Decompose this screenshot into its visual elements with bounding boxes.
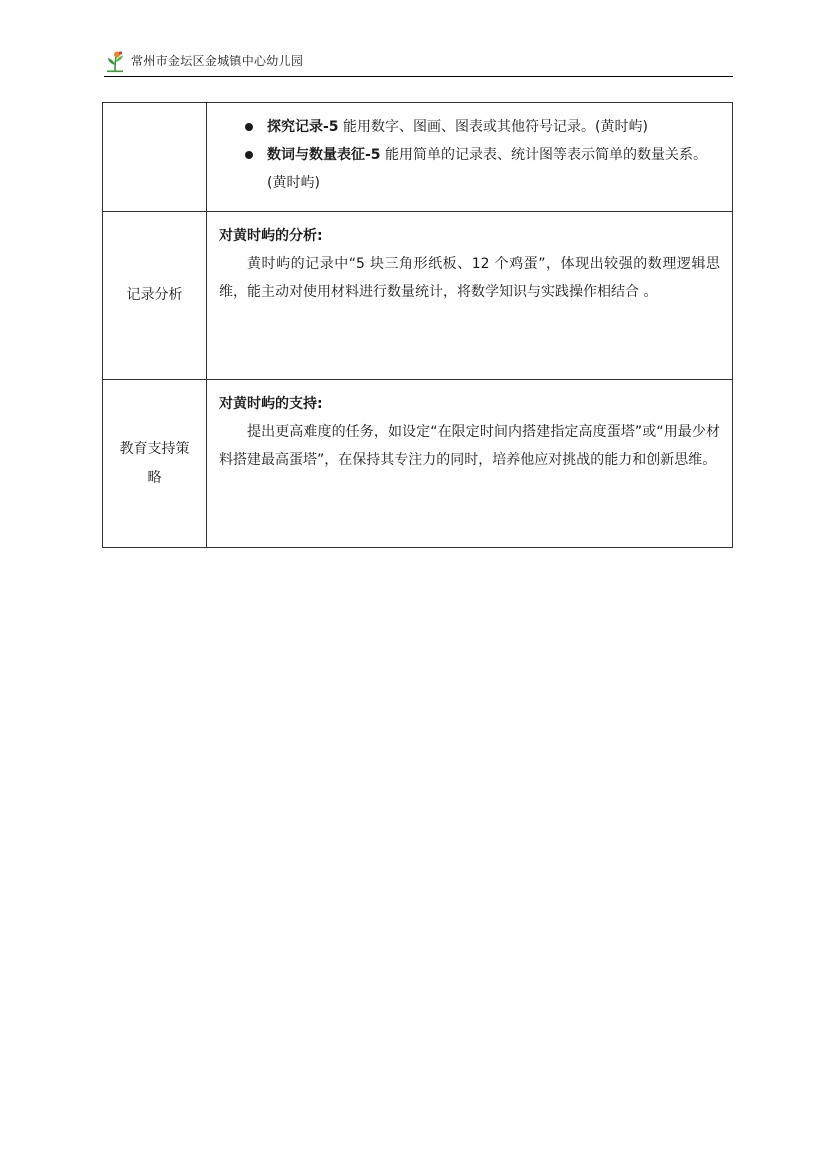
school-name: 常州市金坛区金城镇中心幼儿园: [131, 54, 304, 68]
header-divider: [104, 76, 733, 77]
list-item: [219, 113, 720, 141]
kindergarten-logo-icon: [104, 50, 126, 74]
standards-row: [103, 103, 733, 212]
standards-content-cell: [207, 103, 733, 212]
analysis-text: 黄时屿的记录中“5 块三角形纸板、12 个鸡蛋”，体现出较强的数理逻辑思维，能主动对使用材料进行数量统计，将数学知识与实践操作相结合 。: [219, 256, 720, 300]
strategy-row: [103, 380, 733, 548]
standards-label-cell: [103, 103, 207, 212]
standard-title: 数词与数量表征-5: [267, 147, 381, 163]
analysis-label-cell: 记录分析: [103, 212, 207, 380]
bullet-icon: [245, 151, 253, 159]
strategy-content-cell: [207, 380, 733, 548]
standard-text: 能用数字、图画、图表或其他符号记录。(黄时屿): [338, 119, 648, 135]
observation-record-table: [102, 102, 733, 548]
strategy-title: 对黄时屿的支持:: [219, 396, 323, 412]
strategy-label-cell: 教育支持策略: [103, 380, 207, 548]
page-header: [104, 48, 733, 78]
strategy-text: 提出更高难度的任务，如设定“在限定时间内搭建指定高度蛋塔”或“用最少材料搭建最高蛋塔”，在保持其专注力的同时，培养他应对挑战的能力和创新思维。: [219, 424, 720, 468]
standard-title: 探究记录-5: [267, 119, 339, 135]
analysis-title: 对黄时屿的分析:: [219, 228, 323, 244]
analysis-row: [103, 212, 733, 380]
bullet-icon: [245, 123, 253, 131]
list-item: [219, 141, 720, 197]
analysis-content-cell: [207, 212, 733, 380]
standards-list: [219, 113, 720, 197]
standard-text: 能用简单的记录表、统计图等表示简单的数量关系。(黄时屿): [267, 147, 708, 191]
